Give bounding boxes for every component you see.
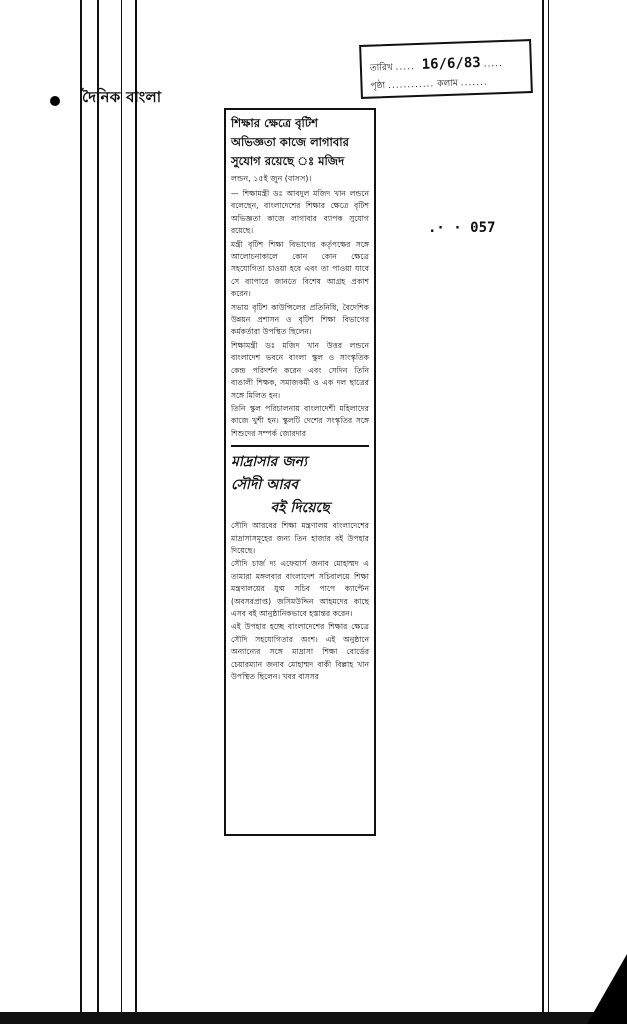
margin-line	[542, 0, 544, 1024]
dotted-leader: .....	[483, 59, 504, 70]
article-paragraph: সৌদি আরবের শিক্ষা মন্ত্রণালয় বাংলাদেশের মাদ্রাসাসমূহের জন্য তিন হাজার বই উপহার দিয়েছে।	[231, 521, 369, 555]
article-headline	[231, 451, 369, 520]
newspaper-name: দৈনিক বাংলা	[82, 88, 162, 106]
dotted-leader: .· ·	[428, 220, 471, 236]
headline-line: মাদ্রাসার জন্য	[231, 454, 308, 471]
headline-line: সুযোগ রয়েছে ঃ মজিদ	[231, 154, 345, 168]
stamp-column-label: কলাম	[437, 78, 459, 90]
page-corner	[587, 954, 627, 1024]
dotted-leader: .......	[460, 77, 488, 89]
scan-bottom-edge	[0, 1012, 627, 1024]
article-paragraph: তিনি স্কুল পরিচালনায় বাংলাদেশী মহিলাদের কাজে খুশী হন। স্কুলটি দেশের সংস্কৃতির সঙ্গে শিশুদের সম্পর্ক জোরদার	[231, 403, 369, 438]
margin-line	[135, 0, 137, 1024]
article-paragraph: — শিক্ষামন্ত্রী ডঃ আবদুল মজিদ খান লন্ডনে বলেছেন, বাংলাদেশের শিক্ষার ক্ষেত্রে বৃটিশ অভিজ্ঞতা কাজে লাগাবার ব্যাপক সুযোগ রয়েছে।	[231, 189, 369, 236]
dotted-leader: ............	[387, 79, 435, 92]
newspaper-clipping	[224, 108, 376, 836]
headline-line: বই দিয়েছে	[270, 500, 330, 517]
stamp-date-row	[370, 54, 504, 76]
article-paragraph: সৌদি চার্জ দ্য এফেয়ার্স জনাব মোহাম্মদ এ তামারা মঙ্গলবার বাংলাদেশ সচিবালয়ে শিক্ষা মন্ত্রণালয়ের যুগ্ম সচিব পাপে ক্যাপ্টেন (অবসরপ্রাপ্ত) জসিমউদ্দিন আহমদের কাছে এসব বই আনুষ্ঠানিকভাবে হস্তান্তর করেন।	[231, 559, 369, 618]
article-dateline: লন্ডন, ১৫ই জুন (বাসস)।	[231, 174, 312, 183]
margin-line	[121, 0, 122, 1024]
stamp-date-value: 16/6/83	[421, 54, 481, 73]
page-number-value: 057	[470, 220, 496, 236]
headline-line: সৌদী আরব	[231, 477, 298, 494]
headline-line: অভিজ্ঞতা কাজে লাগাবার	[231, 135, 349, 149]
article-paragraph: সভায় বৃটিশ কাউন্সিলের প্রতিনিধি, বৈদেশিক উন্নয়ন প্রশাসন ও বৃটিশ শিক্ষা বিভাগের কর্মকর্তারা উপস্থিত ছিলেন।	[231, 302, 369, 337]
page-number	[428, 220, 495, 236]
article-paragraph: শিক্ষামন্ত্রী ডঃ মজিদ খান উত্তর লন্ডনে বাংলাদেশ ভবনে বাংলা স্কুল ও সাংস্কৃতিক কেন্দ্র পরিদর্শন করেন এবং সেদিন তিনি বাঙালী শিক্ষক, সমাজকর্মী ও এক দল ছাত্রের সঙ্গে মিলিত হন।	[231, 340, 369, 400]
margin-line	[80, 0, 82, 1024]
stamp-date-label: তারিখ	[369, 62, 393, 74]
article-headline	[231, 114, 369, 171]
article-divider	[231, 445, 369, 447]
margin-line	[548, 0, 549, 1024]
date-stamp	[359, 39, 533, 99]
margin-line	[97, 0, 99, 1024]
headline-line: শিক্ষার ক্ষেত্রে বৃটিশ	[231, 116, 318, 130]
bullet-mark	[50, 96, 60, 106]
article-paragraph: এই উপহার হচ্ছে বাংলাদেশের শিক্ষার ক্ষেত্রে সৌদি সহযোগিতার অংশ। এই অনুষ্ঠানে অন্যান্যের সঙ্গে মাদ্রাসা শিক্ষা বোর্ডের চেয়ারম্যান জনাব মোহাম্মদ বাকী বিল্লাহ খান উপস্থিত ছিলেন। খবর বাসসর	[231, 622, 369, 681]
stamp-page-row	[370, 75, 488, 94]
stamp-page-label: পৃষ্ঠা	[370, 81, 386, 92]
article-paragraph: মন্ত্রী বৃটিশ শিক্ষা বিভাগের কর্তৃপক্ষের সঙ্গে আলোচনাকালে কোন কোন ক্ষেত্রে সহযোগিতা চাওয়া হবে এবং তা পাওয়া যাবে সে ব্যাপারে জানতে বিশেষ আগ্রহ প্রকাশ করেন।	[231, 239, 369, 299]
dotted-leader: .....	[395, 62, 416, 73]
